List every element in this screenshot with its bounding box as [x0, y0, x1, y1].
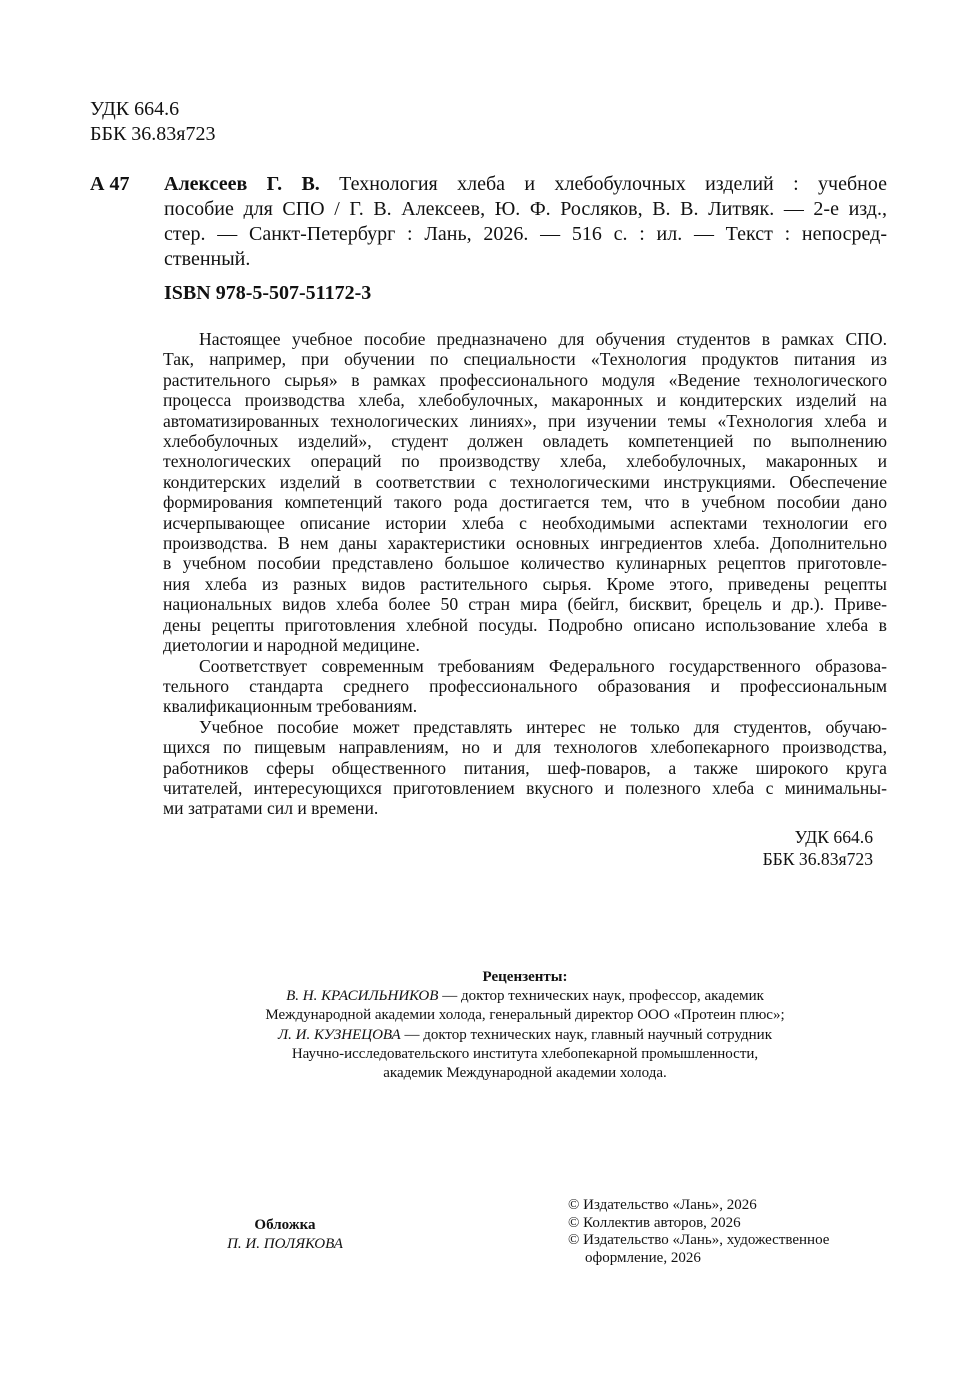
annotation-line: формирования компетенций такого рода достигается тем, что в учебном пособии дано — [163, 492, 887, 513]
annotation-line: национальных видов хлеба более 50 стран мира (бейгл, бисквит, брецель и др.). Приве- — [163, 594, 887, 615]
author-sign: А 47 — [90, 173, 130, 195]
annotation-line: производства. В нем даны характеристики основных ингредиентов хлеба. Дополнительно — [163, 533, 887, 554]
annotation-line: процесса производства хлеба, хлебобулочных, макаронных и кондитерских изделий на — [163, 390, 887, 411]
isbn: ISBN 978-5-507-51172-3 — [164, 282, 372, 304]
copyright-line: © Издательство «Лань», 2026 — [568, 1197, 757, 1213]
reviewer-2-line-2: Научно-исследовательского института хлебопекарной промышленности, — [291, 1045, 759, 1062]
annotation-line: в учебном пособии представлено большое количество кулинарных рецептов приготовле- — [163, 553, 887, 574]
annotation-line: растительного сырья» в рамках профессионального модуля «Ведение технологического — [163, 369, 887, 390]
bibliographic-record — [164, 172, 887, 272]
bib-line-4: ственный. — [164, 248, 251, 270]
annotation-line: квалификационным требованиям. — [163, 696, 418, 717]
udk-code-bottom: УДК 664.6 — [794, 827, 873, 847]
bib-line-2: пособие для СПО / Г. В. Алексеев, Ю. Ф. Росляков, В. В. Литвяк. — 2-е изд., — [164, 198, 887, 220]
cover-artist: П. И. ПОЛЯКОВА — [227, 1236, 343, 1253]
bib-line-1 — [164, 172, 887, 197]
annotation-line: автоматизированных технологических линиях», при изучении темы «Технология хлеба и — [163, 410, 887, 431]
annotation-line: Учебное пособие может представлять интерес не только для студентов, обучаю- — [199, 716, 887, 737]
reviewer-1-line-2: Международной академии холода, генеральный директор ООО «Протеин плюс»; — [265, 1007, 785, 1024]
bbk-code-bottom: ББК 36.83я723 — [762, 849, 873, 869]
annotation-line: Настоящее учебное пособие предназначено для обучения студентов в рамках СПО. — [199, 329, 887, 349]
annotation-line: исчерпывающее описание истории хлеба с необходимыми аспектами технологии его — [163, 512, 887, 533]
annotation-line: дены рецепты приготовления хлебной посуды. Подробно описано использование хлеба в — [163, 614, 887, 635]
copyright-line: © Коллектив авторов, 2026 — [568, 1214, 741, 1231]
bib-title: Технология хлеба и хлебобулочных изделий : учебное — [319, 173, 887, 195]
classification-bottom — [763, 826, 873, 870]
annotation-line: щихся по пищевым направлениям, но и для технологов хлебопекарного производства, — [163, 737, 887, 758]
reviewer-2-line-3: академик Международной академии холода. — [383, 1065, 667, 1082]
reviewer-2-line-1 — [160, 1026, 890, 1045]
reviewer-2-name: Л. И. КУЗНЕЦОВА — [278, 1026, 401, 1043]
annotation-line: диетологии и народной медицине. — [163, 635, 420, 656]
annotation-line: Так, например, при обучении по специальности «Технология продуктов питания из — [163, 349, 887, 370]
bib-author: Алексеев Г. В. — [164, 173, 320, 195]
reviewers-title: Рецензенты: — [482, 969, 568, 985]
annotation — [163, 329, 887, 819]
copyright-line: © Издательство «Лань», художественное — [568, 1232, 830, 1249]
reviewer-1-name: В. Н. КРАСИЛЬНИКОВ — [286, 988, 439, 1005]
copyright — [568, 1197, 829, 1267]
udk-code: УДК 664.6 — [90, 98, 180, 120]
annotation-line: Соответствует современным требованиям Федерального государственного образова- — [199, 655, 887, 676]
annotation-line: тельного стандарта среднего профессионального образования и профессиональным — [163, 675, 887, 696]
reviewer-1-desc: — доктор технических наук, профессор, академик — [438, 988, 764, 1005]
copyright-line: оформление, 2026 — [585, 1249, 701, 1266]
annotation-line: работников сферы общественного питания, шеф-поваров, а также широкого круга — [163, 757, 887, 778]
cover-credit — [200, 1216, 370, 1254]
classification-top — [90, 97, 216, 147]
reviewer-2-desc: — доктор технических наук, главный научный сотрудник — [400, 1026, 772, 1043]
reviewers — [160, 968, 890, 1083]
cover-label: Обложка — [254, 1217, 316, 1233]
annotation-line: читателей, интересующихся приготовлением вкусного и полезного хлеба с минимальны- — [163, 777, 887, 798]
annotation-line: ми затратами сил и времени. — [163, 798, 379, 819]
annotation-line: технологических операций по производству хлеба, хлебобулочных, макаронных и — [163, 451, 887, 472]
bbk-code: ББК 36.83я723 — [90, 123, 216, 145]
annotation-line: ния хлеба из разных видов растительного сырья. Кроме этого, приведены рецепты — [163, 573, 887, 594]
annotation-line: хлебобулочных изделий», студент должен овладеть компетенцией по выполнению — [163, 431, 887, 452]
reviewer-1-line-1 — [160, 987, 890, 1006]
bib-line-3: стер. — Санкт-Петербург : Лань, 2026. — 516 с. : ил. — Текст : непосред- — [164, 223, 887, 245]
annotation-line: кондитерских изделий в соответствии с технологическими инструкциями. Обеспечение — [163, 471, 887, 492]
